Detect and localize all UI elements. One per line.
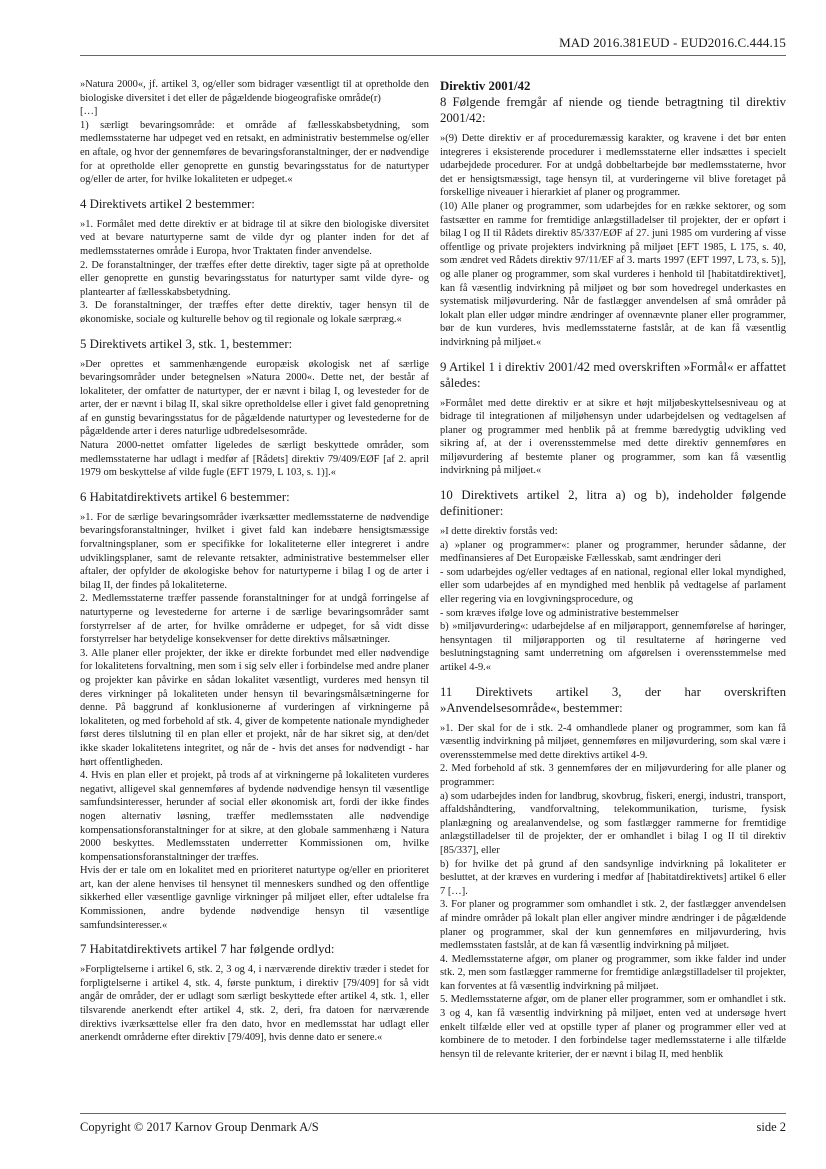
paragraph: »Der oprettes et sammenhængende europæisk økologisk net af særlige bevaringsområder under betegnelsen »Natura 2000«. Dette net, der består af lokaliteter, der omfatter de naturtyper, der er nævnt i bilag I, og levesteder for de arter, der er nævnt i bilag II, skal sikre opretholdelse eller i givet fald genopretning af en gunstig bevaringsstatus for de pågældende naturtyper og levestederne for de pågældende arter i deres naturlige udbredelsesområde. bbox=[80, 358, 429, 438]
section-heading: 8 Følgende fremgår af niende og tiende betragtning til direktiv 2001/42: bbox=[440, 95, 786, 125]
paragraph: 4. Hvis en plan eller et projekt, på trods af at virkningerne på lokaliteten vurderes negativt, alligevel skal gennemføres af bydende nødvendige hensyn til væsentlige samfundsinteresser, herunder af social eller økonomisk art, fordi der ikke findes nogen alternativ løsning, træffer medlemsstaten alle nødvendige kompensationsforanstaltninger for at sikre, at den globale sammenhæng i Natura 2000 beskyttes. Medlemsstaten underretter Kommissionen om, hvilke kompensationsforanstaltninger der træffes. bbox=[80, 770, 429, 863]
document-reference: MAD 2016.381EUD - EUD2016.C.444.15 bbox=[559, 35, 786, 50]
paragraph: Natura 2000-nettet omfatter ligeledes de særligt beskyttede områder, som medlemsstaterne har udlagt i medfør af [Rådets] direktiv 79/409/EØF [af 2. april 1979 om beskyttelse af vilde fugle (EFT 1979, L 103, s. 1)].« bbox=[80, 440, 429, 479]
paragraph: »1. For de særlige bevaringsområder iværksætter medlemsstaterne de nødvendige bevaringsforanstaltninger, hvilket i givet fald kan indebære hensigtsmæssige forvaltningsplaner, som er specifikke for lokaliteterne eller integreret i andre udviklingsplaner, samt de relevante retsakter, administrative bestemmelser eller aftaler, der opfylder de økologiske behov for naturtyperne i bilag I og de arter i bilag II, der findes på lokaliteterne. bbox=[80, 511, 429, 591]
section-heading: 11 Direktivets artikel 3, der har overskriften »Anvendelsesområde«, bestemmer: bbox=[440, 684, 786, 715]
paragraph: 2. Med forbehold af stk. 3 gennemføres der en miljøvurdering for alle planer og programmer: bbox=[440, 763, 786, 788]
paragraph: »Formålet med dette direktiv er at sikre et højt miljøbeskyttelsesniveau og at bidrage til integrationen af miljøhensyn under udarbejdelsen og vedtagelsen af planer og programmer med henblik på at fremme bæredygtig udvikling ved sikring af, at der i overensstemmelse med dette direktiv gennemføres en miljøvurdering af bestemte planer og programmer, som kan få væsentlig indvirkning på miljøet.« bbox=[440, 397, 786, 477]
paragraph: 4. Medlemsstaterne afgør, om planer og programmer, som ikke falder ind under stk. 2, men som fastlægger rammerne for fremtidige anlægstilladelser til projekter, kan forventes at få væsentlig indvirkning på miljøet. bbox=[440, 953, 786, 992]
paragraph: 3. Alle planer eller projekter, der ikke er direkte forbundet med eller nødvendige for lokalitetens forvaltning, men som i sig selv eller i forbindelse med andre planer og projekter kan påvirke en sådan lokalitet væsentligt, vurderes med hensyn til deres virkninger på lokaliteten under hensyn til bevaringsmålsætningerne for denne. På baggrund af konklusionerne af vurderingen af virkningerne på lokaliteten, og med forbehold af stk. 4, giver de kompetente nationale myndigheder først deres tilslutning til en plan eller et projekt, når de har sikret sig, at den/det ikke skader lokalitetens integritet, og når de - hvis det anses for nødvendigt - har hørt offentligheden. bbox=[80, 647, 429, 768]
paragraph: (10) Alle planer og programmer, som udarbejdes for en række sektorer, og som fastsætter en ramme for fremtidige anlægstilladelser til projekter, der er opført i bilag I og II til Rådets direktiv 85/337/EØF af 27. juni 1985 om vurdering af visse offentlige og private projekters indvirkning på miljøet [EFT 1985, L 175, s. 40, som ændret ved Rådets direktiv 97/11/EF af 3. marts 1997 (EFT 1997, L 73, s. 5)], og alle planer og programmer, som skal vurderes i henhold til [habitatdirektivet], kan få væsentlig indvirkning på miljøet og bør som hovedregel underkastes en systematisk miljøvurdering. Når de fastlægger anvendelsen af små områder på lokalt plan eller udgør mindre ændringer af ovennævnte planer eller programmer, bør de kun vurderes, hvis medlemsstaterne fastslår, at de kan få væsentlig indvirkning på miljøet.« bbox=[440, 200, 786, 348]
page-number: side 2 bbox=[756, 1120, 786, 1134]
paragraph: 3. For planer og programmer som omhandlet i stk. 2, der fastlægger anvendelsen af mindre områder på lokalt plan eller angiver mindre ændringer i de pågældende planer og programmer, skal der kun gennemføres en miljøvurdering, hvis medlemsstaten fastslår, at de kan få væsentlig indvirkning på miljøet. bbox=[440, 899, 786, 952]
page-footer bbox=[80, 1113, 786, 1134]
paragraph: - som udarbejdes og/eller vedtages af en national, regional eller lokal myndighed, eller som udarbejdes af en myndighed med henblik på vedtagelse af parlament eller regering via en lovgivningsprocedure, og bbox=[440, 566, 786, 606]
paragraph: b) »miljøvurdering«: udarbejdelse af en miljørapport, gennemførelse af høringer, hensyntagen til miljørapporten og til resultaterne af høringerne ved beslutningstagning samt underretning om afgørelsen i overensstemmelse med artikel 4-9.« bbox=[440, 621, 786, 673]
right-column bbox=[440, 78, 786, 1061]
copyright-notice: Copyright © 2017 Karnov Group Denmark A/S bbox=[80, 1120, 319, 1134]
section-heading: 5 Direktivets artikel 3, stk. 1, bestemmer: bbox=[80, 336, 293, 351]
paragraph: a) »planer og programmer«: planer og programmer, herunder sådanne, der medfinansieres af Det Europæiske Fællesskab, samt ændringer deri bbox=[440, 539, 786, 565]
section-heading: 7 Habitatdirektivets artikel 7 har følgende ordlyd: bbox=[80, 942, 335, 957]
paragraph: b) for hvilke det på grund af den sandsynlige indvirkning på lokaliteter er besluttet, at der kræves en vurdering i medfør af [habitatdirektivets] artikel 6 eller 7 […]. bbox=[440, 858, 786, 897]
paragraph: »1. Der skal for de i stk. 2-4 omhandlede planer og programmer, som kan få væsentlig indvirkning på miljøet, gennemføres en miljøvurdering, som skal være i overensstemmelse med dette direktivs artikel 4-9. bbox=[440, 722, 786, 761]
paragraph: 2. De foranstaltninger, der træffes efter dette direktiv, tager sigte på at opretholde eller genoprette en gunstig bevaringsstatus for naturtyper samt vilde dyre- og plantearter af fællesskabsbetydning. bbox=[80, 259, 429, 298]
paragraph: a) som udarbejdes inden for landbrug, skovbrug, fiskeri, energi, industri, transport, affaldshåndtering, vandforvaltning, telekommunikation, turisme, fysisk planlægning og arealanvendelse, og som fastlægger rammerne for fremtidige anlægstilladelser til de projekter, der er omhandlet i bilag I og II til direktiv [85/337], eller bbox=[440, 790, 786, 856]
paragraph: - som kræves ifølge love og administrative bestemmelser bbox=[440, 607, 679, 619]
left-column bbox=[80, 78, 429, 1045]
section-heading: 4 Direktivets artikel 2 bestemmer: bbox=[80, 196, 255, 211]
section-heading: 9 Artikel 1 i direktiv 2001/42 med overskriften »Formål« er affattet således: bbox=[440, 359, 786, 390]
paragraph: 3. De foranstaltninger, der træffes efter dette direktiv, tager hensyn til de økonomiske, sociale og kulturelle behov og til regionale og lokale særpræg.« bbox=[80, 300, 429, 325]
section-heading: Direktiv 2001/42 bbox=[440, 79, 531, 93]
page-header bbox=[80, 33, 786, 56]
paragraph: »I dette direktiv forstås ved: bbox=[440, 526, 558, 538]
paragraph: 5. Medlemsstaterne afgør, om de planer eller programmer, som er omhandlet i stk. 3 og 4, kan få væsentlig indvirkning på miljøet, enten ved at undersøge hvert enkelt tilfælde eller ved at opstille typer af planer og programmer eller ved at kombinere de to metoder. I den forbindelse tager medlemsstaterne i alle tilfælde hensyn til de relevante kriterier, der er nævnt i bilag II, med henblik bbox=[440, 994, 786, 1060]
section-heading: 10 Direktivets artikel 2, litra a) og b), indeholder følgende definitioner: bbox=[440, 488, 786, 519]
paragraph: »Forpligtelserne i artikel 6, stk. 2, 3 og 4, i nærværende direktiv træder i stedet for forpligtelserne i artikel 4, stk. 4, første punktum, i direktiv [79/409] for så vidt angår de områder, der er udlagt som særligt beskyttede efter artikel 4, stk. 1, eller tilsvarende anerkendt efter artikel 4, stk. 2, deri, fra datoen for nærværende direktivs iværksættelse eller fra den dato, hvor en medlemsstat har udlagt eller anerkendt områderne efter direktiv [79/409], hvis denne dato er senere.« bbox=[80, 964, 429, 1044]
paragraph: […] bbox=[80, 106, 98, 118]
paragraph: 2. Medlemsstaterne træffer passende foranstaltninger for at undgå forringelse af naturtyperne og levestederne for arterne i de særlige bevaringsområder samt forstyrrelser af de arter, for hvilke områderne er udpeget, for så vidt disse forstyrrelser har betydelige konsekvenser for dette direktivs målsætninger. bbox=[80, 593, 429, 646]
section-heading: 6 Habitatdirektivets artikel 6 bestemmer: bbox=[80, 489, 290, 504]
paragraph: 1) særligt bevaringsområde: et område af fællesskabsbetydning, som medlemsstaterne har udpeget ved en retsakt, en administrativ bestemmelse og/eller en aftale, og hvor der gennemføres de bevaringsforanstaltninger, der er nødvendige for at opretholde eller genoprette en gunstig bevaringsstatus for de naturtyper og/eller de arter, for hvilke lokaliteten er udpeget.« bbox=[80, 119, 429, 186]
paragraph: »(9) Dette direktiv er af proceduremæssig karakter, og kravene i det bør enten integreres i eksisterende procedurer i medlemsstaterne eller indsættes i specielt udarbejdede procedurer. For at undgå dobbeltarbejde bør medlemsstaterne, hvor det er hensigtsmæssigt, tage hensyn til, at vurderingerne vil blive foretaget på forskellige niveauer i hierarkiet af planer og programmer. bbox=[440, 133, 786, 199]
paragraph: Hvis der er tale om en lokalitet med en prioriteret naturtype og/eller en prioriteret art, kan der alene henvises til hensynet til menneskers sundhed og den offentlige sikkerhed eller væsentlige gavnlige virkninger på miljøet eller, efter udtalelse fra Kommissionen, andre bydende nødvendige hensyn til væsentlige samfundsinteresser.« bbox=[80, 865, 429, 931]
paragraph: »Natura 2000«, jf. artikel 3, og/eller som bidrager væsentligt til at opretholde den biologiske diversitet i det eller de pågældende biogeografiske område(r) bbox=[80, 79, 429, 104]
paragraph: »1. Formålet med dette direktiv er at bidrage til at sikre den biologiske diversitet ved at bevare naturtyperne samt de vilde dyr og planter inden for det af medlemsstaternes område i Europa, hvor Traktaten finder anvendelse. bbox=[80, 218, 429, 257]
